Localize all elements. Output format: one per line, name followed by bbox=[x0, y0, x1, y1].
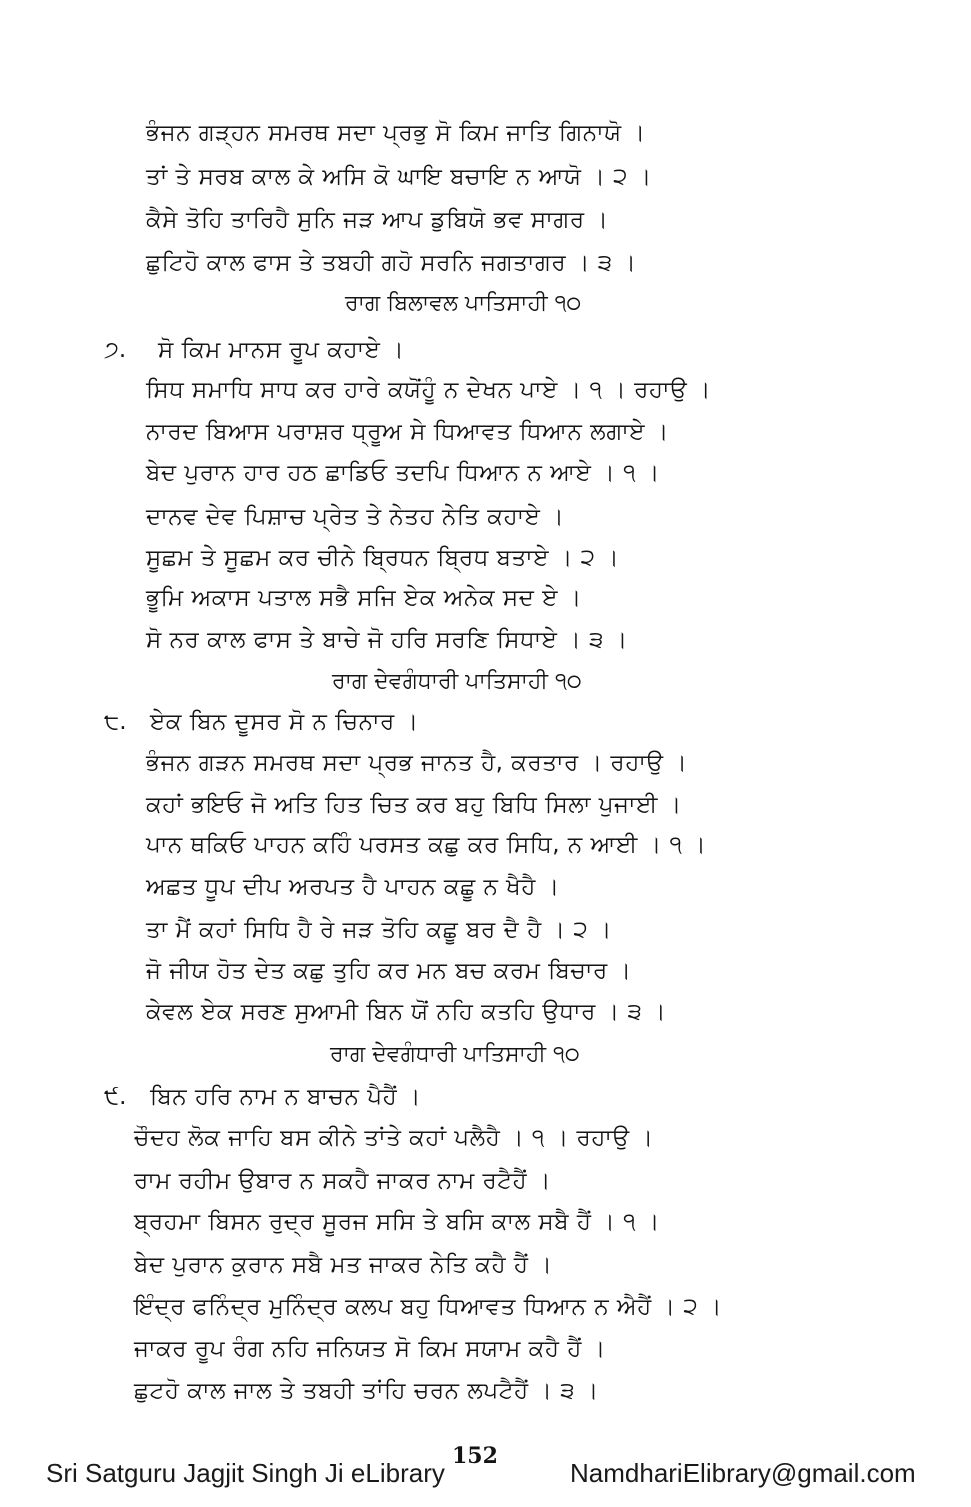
verse-line: ਰਾਮ ਰਹੀਮ ਉਬਾਰ ਨ ਸਕਹੈ ਜਾਕਰ ਨਾਮ ਰਟੈਹੈਂ । bbox=[134, 1168, 551, 1194]
verse-line: ਸੂਛਮ ਤੇ ਸੂਛਮ ਕਰ ਚੀਨੇ ਬ੍ਰਿਧਨ ਬ੍ਰਿਧ ਬਤਾਏ । ੨ । bbox=[146, 545, 620, 571]
verse-line: ਤਾ ਮੈਂ ਕਹਾਂ ਸਿਧਿ ਹੈ ਰੇ ਜੜ ਤੋਹਿ ਕਛੂ ਬਰ ਦੈ ਹੈ । ੨ । bbox=[146, 917, 612, 943]
verse-line: ਬੇਦ ਪੁਰਾਨ ਕੁਰਾਨ ਸਬੈ ਮਤ ਜਾਕਰ ਨੇਤਿ ਕਹੈ ਹੈਂ । bbox=[134, 1252, 553, 1278]
verse-line: ਨਾਰਦ ਬਿਆਸ ਪਰਾਸ਼ਰ ਧ੍ਰੂਅ ਸੇ ਧਿਆਵਤ ਧਿਆਨ ਲਗਾਏ । bbox=[146, 419, 669, 445]
verse-line: ਛੁਟਹੋ ਕਾਲ ਜਾਲ ਤੇ ਤਬਹੀ ਤਾਂਹਿ ਚਰਨ ਲਪਟੈਹੈਂ । ੩ । bbox=[134, 1378, 599, 1404]
verse-line: ਦਾਨਵ ਦੇਵ ਪਿਸ਼ਾਚ ਪ੍ਰੇਤ ਤੇ ਨੇਤਹ ਨੇਤਿ ਕਹਾਏ । bbox=[146, 504, 565, 530]
verse-line: ਬਿਨ ਹਰਿ ਨਾਮ ਨ ਬਾਚਨ ਪੈਹੈਂ । bbox=[150, 1084, 422, 1110]
shabad-number: ੯. bbox=[104, 1084, 127, 1110]
verse-line: ਬ੍ਰਹਮਾ ਬਿਸਨ ਰੁਦ੍ਰ ਸੂਰਜ ਸਸਿ ਤੇ ਬਸਿ ਕਾਲ ਸਬੈ ਹੈਂ । ੧ । bbox=[134, 1209, 660, 1235]
verse-line: ਪਾਨ ਥਕਿਓ ਪਾਹਨ ਕਹਿੰ ਪਰਸਤ ਕਛੁ ਕਰ ਸਿਧਿ, ਨ ਆਈ । ੧ । bbox=[146, 832, 707, 858]
verse-line: ਸਿਧ ਸਮਾਧਿ ਸਾਧ ਕਰ ਹਾਰੇ ਕਯੋਂਹੂੰ ਨ ਦੇਖਨ ਪਾਏ । ੧ । ਰਹਾਉ । bbox=[146, 377, 712, 403]
verse-line: ਬੇਦ ਪੁਰਾਨ ਹਾਰ ਹਠ ਛਾਡਿਓ ਤਦਪਿ ਧਿਆਨ ਨ ਆਏ । ੧ । bbox=[146, 460, 660, 486]
verse-line: ਭੰਜਨ ਗੜਨ ਸਮਰਥ ਸਦਾ ਪ੍ਰਭ ਜਾਨਤ ਹੈ, ਕਰਤਾਰ । ਰਹਾਉ । bbox=[146, 750, 688, 776]
verse-line: ਸੋ ਨਰ ਕਾਲ ਫਾਸ ਤੇ ਬਾਚੇ ਜੋ ਹਰਿ ਸਰਣਿ ਸਿਧਾਏ । ੩ । bbox=[146, 627, 628, 653]
verse-line: ਕੇਵਲ ਏਕ ਸਰਣ ਸੁਆਮੀ ਬਿਨ ਯੋਂ ਨਹਿ ਕਤਹਿ ਉਧਾਰ । ੩ । bbox=[146, 999, 667, 1025]
footer-library-name: Sri Satguru Jagjit Singh Ji eLibrary bbox=[46, 1458, 445, 1488]
verse-line: ਭੰਜਨ ਗੜ੍ਹਨ ਸਮਰਥ ਸਦਾ ਪ੍ਰਭੁ ਸੋ ਕਿਮ ਜਾਤਿ ਗਿਨਾਯੋ । bbox=[146, 120, 646, 146]
verse-line: ਜਾਕਰ ਰੂਪ ਰੰਗ ਨਹਿ ਜਨਿਯਤ ਸੋ ਕਿਮ ਸਯਾਮ ਕਹੈ ਹੈਂ । bbox=[134, 1336, 606, 1362]
shabad-number: ੮. bbox=[104, 709, 127, 735]
verse-line: ਜੋ ਜੀਯ ਹੋਤ ਦੇਤ ਕਛੁ ਤੁਹਿ ਕਰ ਮਨ ਬਚ ਕਰਮ ਬਿਚਾਰ । bbox=[146, 958, 632, 984]
verse-line: ਛੁਟਿਹੋ ਕਾਲ ਫਾਸ ਤੇ ਤਬਹੀ ਗਹੋ ਸਰਨਿ ਜਗਤਾਗਰ । ੩ । bbox=[146, 250, 637, 276]
footer-email: NamdhariElibrary@gmail.com bbox=[570, 1458, 916, 1488]
verse-line: ਕਹਾਂ ਭਇਓ ਜੋ ਅਤਿ ਹਿਤ ਚਿਤ ਕਰ ਬਹੁ ਬਿਧਿ ਸਿਲਾ ਪੁਜਾਈ । bbox=[146, 792, 682, 818]
verse-line: ਇੰਦ੍ਰ ਫਨਿੰਦ੍ਰ ਮੁਨਿੰਦ੍ਰ ਕਲਪ ਬਹੁ ਧਿਆਵਤ ਧਿਆਨ ਨ ਐਹੈਂ । ੨ । bbox=[134, 1294, 722, 1320]
verse-line: ਅਛਤ ਧੂਪ ਦੀਪ ਅਰਪਤ ਹੈ ਪਾਹਨ ਕਛੂ ਨ ਖੈਹੈ । bbox=[146, 874, 560, 900]
verse-line: ਸੋ ਕਿਮ ਮਾਨਸ ਰੂਪ ਕਹਾਏ । bbox=[158, 337, 405, 363]
verse-line: ਭੂਮਿ ਅਕਾਸ ਪਤਾਲ ਸਭੈ ਸਜਿ ਏਕ ਅਨੇਕ ਸਦ ਏ । bbox=[146, 585, 582, 611]
page-number: 152 bbox=[452, 1443, 498, 1469]
shabad-number: ੭. bbox=[104, 337, 127, 363]
verse-line: ਤਾਂ ਤੇ ਸਰਬ ਕਾਲ ਕੇ ਅਸਿ ਕੋ ਘਾਇ ਬਚਾਇ ਨ ਆਯੋ । ੨ । bbox=[146, 164, 652, 190]
verse-line: ਚੌਦਹ ਲੋਕ ਜਾਹਿ ਬਸ ਕੀਨੇ ਤਾਂਤੇ ਕਹਾਂ ਪਲੈਹੈ । ੧ । ਰਹਾਉ । bbox=[134, 1125, 654, 1151]
raag-heading: ਰਾਗ ਬਿਲਾਵਲ ਪਾਤਿਸਾਹੀ ੧੦ bbox=[345, 291, 582, 316]
raag-heading: ਰਾਗ ਦੇਵਗੰਧਾਰੀ ਪਾਤਿਸਾਹੀ ੧੦ bbox=[330, 1042, 580, 1067]
verse-line: ਕੈਸੇ ਤੋਹਿ ਤਾਰਿਹੈ ਸੁਨਿ ਜੜ ਆਪ ਡੁਬਿਯੋ ਭਵ ਸਾਗਰ । bbox=[146, 207, 609, 233]
verse-line: ਏਕ ਬਿਨ ਦੂਸਰ ਸੋ ਨ ਚਿਨਾਰ । bbox=[150, 709, 419, 735]
raag-heading: ਰਾਗ ਦੇਵਗੰਧਾਰੀ ਪਾਤਿਸਾਹੀ ੧੦ bbox=[332, 669, 582, 694]
